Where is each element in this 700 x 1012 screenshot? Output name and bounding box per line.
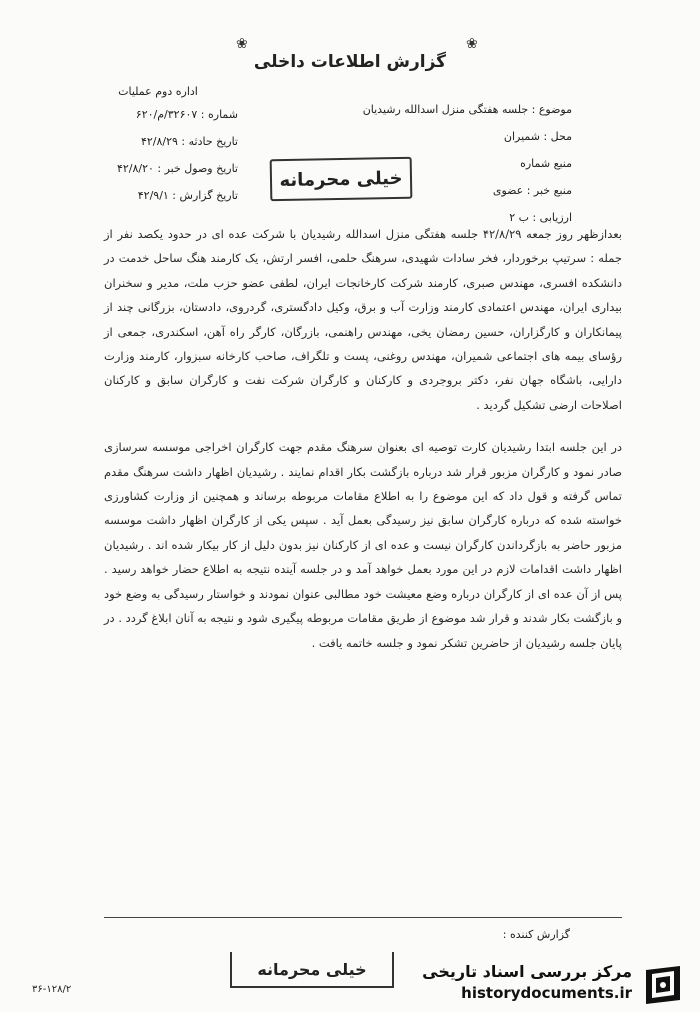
event-date-field: تاریخ حادثه : ۴۲/۸/۲۹ [140, 135, 238, 148]
archive-number: ۳۶-۱۲۸/۲ [32, 984, 72, 995]
bottom-classification-stamp: خیلی محرمانه [230, 952, 394, 988]
source-number-field: منبع شماره [520, 157, 572, 170]
footer-divider [104, 917, 622, 918]
archive-watermark [420, 960, 690, 1008]
report-metadata-right [362, 96, 572, 231]
subject-field: موضوع : جلسه هفتگی منزل اسدالله رشیدیان [362, 103, 572, 116]
body-paragraph-1: بعدازظهر روز جمعه ۴۲/۸/۲۹ جلسه هفتگی منزل اسدالله رشیدیان با شرکت عده ای در حدود یکصد نفر از جمله : سرتیپ برخوردار، فخر سادات شهیدی، سرهنگ حلمی، افسر ارتش، یک کارمند هنگ ساحل خدمت در دانشکده افسری، مهندس صبری، کارمند شرکت کارخانجات ایران، لطفی عضو حزب ملت، مدیر و سخنران بیداری ایران، مهندس اعتمادی کارمند وزارت آب و برق، وکیل دادگستری، گردروی، دادستان، بزرگانی چند از پیمانکاران و کارگزاران، حسین رمضان یخی، مهندس راهنمی، بازرگان، کارگر راه آهن، اسکندری، جمعی از رؤسای بیمه های اجتماعی شمیران، مهندس روغنی، پست و تلگراف، صاحب کارخانه سبزوار، کارمند وزارت دارایی، باشگاه جهان نفر، دکتر بروجردی و کارکنان و کارگران شرکت نفت و کارگران سابق و کارکنان اصلاحات ارضی تشکیل گردید . [104, 227, 622, 412]
evaluation-field: ارزیابی : ب ۲ [509, 211, 572, 224]
report-metadata-left [78, 78, 238, 209]
source-grade-field: منبع خبر : عضوی [492, 184, 572, 197]
department-label: اداره دوم عملیات [118, 85, 198, 98]
watermark-url: historydocuments.ir [461, 984, 632, 1002]
binding-mark-icon: ❀ [466, 36, 478, 52]
location-field: محل : شمیران [503, 130, 572, 143]
binding-mark-icon: ❀ [236, 36, 248, 52]
book-logo-icon [640, 962, 686, 1006]
number-field: شماره : ۳۲۶۰۷/م/۶۲۰ [135, 108, 238, 121]
report-body [104, 222, 622, 655]
body-paragraph-2: در این جلسه ابتدا رشیدیان کارت توصیه ای بعنوان سرهنگ مقدم جهت کارگران اخراجی موسسه سرسازی صادر نمود و کارگران مزبور قرار شد درباره بازگشت بکار اقدام نمایند . رشیدیان اظهار داشت سرهنگ مقدم تماس گرفته و قول داد که این موضوع را به اطلاع مقامات مربوطه برساند و همچنین از وزارت کشاورزی خواسته شده که درباره کارگران سابق نیز رسیدگی بعمل آید . سپس یکی از کارگران اظهار داشت موسسه مزبور حاضر به بازگرداندن کارگران نیست و عده ای از کارکنان نیز بدون دلیل از کار بیکار شده اند . رشیدیان اظهار داشت اقدامات لازم در این مورد بعمل خواهد آمد و در جلسه آینده نتیجه به اطلاع حضار خواهد رسید . پس از آن عده ای از کارگران درباره وضع معیشت خود مطالبی عنوان نمودند و خواستار رسیدگی به وضع خود و بازگشت بکار شدند و قرار شد موضوع از طریق مقامات مربوطه پیگیری شود و نتیجه به آنان ابلاغ گردد . در پایان جلسه رشیدیان از حاضرین تشکر نمود و جلسه خاتمه یافت . [104, 440, 622, 650]
report-date-field: تاریخ گزارش : ۴۲/۹/۱ [137, 189, 238, 202]
classification-stamp: خیلی محرمانه [270, 157, 413, 201]
received-date-field: تاریخ وصول خبر : ۴۲/۸/۲۰ [116, 162, 238, 175]
watermark-title: مرکز بررسی اسناد تاریخی [422, 962, 632, 981]
document-title: گزارش اطلاعات داخلی [253, 52, 447, 72]
reporter-label: گزارش کننده : [502, 928, 570, 941]
